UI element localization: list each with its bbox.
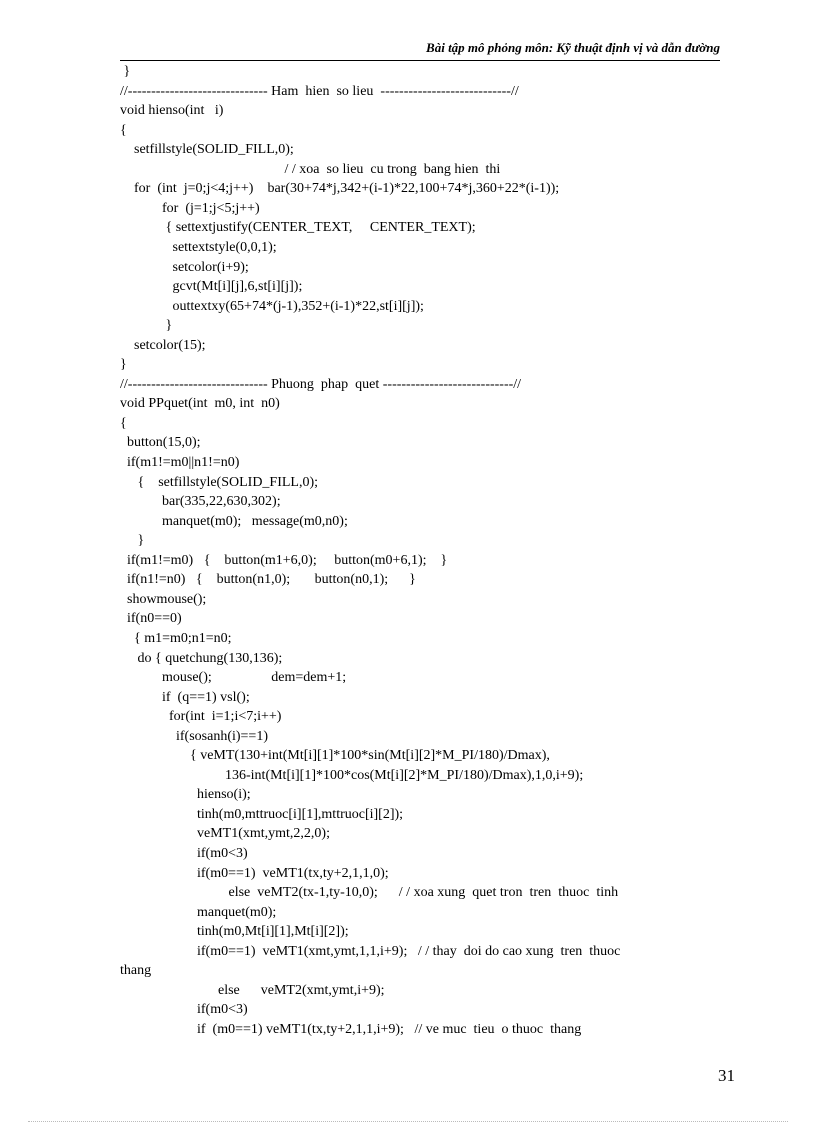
code-line: mouse(); dem=dem+1;: [120, 670, 347, 686]
code-line: if(m0==1) veMT1(tx,ty+2,1,1,0);: [120, 865, 389, 881]
code-line: //------------------------------ Ham hien so lieu ----------------------------//: [120, 83, 519, 99]
code-line: outtextxy(65+74*(j-1),352+(i-1)*22,st[i][j]);: [120, 298, 424, 314]
code-line: else veMT2(xmt,ymt,i+9);: [120, 982, 385, 998]
code-line: if(m0<3): [120, 846, 248, 861]
code-line: }: [120, 318, 173, 334]
code-line: if(m0<3): [120, 1002, 248, 1018]
code-line: }: [120, 533, 145, 549]
code-line: setcolor(15);: [120, 337, 206, 353]
code-line: manquet(m0); message(m0,n0);: [120, 513, 348, 529]
code-line: tinh(m0,Mt[i][1],Mt[i][2]);: [120, 924, 349, 940]
header-rule: [120, 60, 720, 61]
code-line: }: [120, 357, 127, 373]
code-line: if(m0==1) veMT1(xmt,ymt,1,1,i+9); / / thay doi do cao xung tren thuoc: [120, 943, 621, 959]
header-title: Bài tập mô phỏng môn: Kỹ thuật định vị và dẫn đường: [426, 40, 720, 55]
code-line: if(n0==0): [120, 611, 182, 627]
code-line: {: [120, 122, 127, 138]
code-line: thang: [120, 963, 152, 979]
code-line: if(n1!=n0) { button(n1,0); button(n0,1); }: [120, 572, 416, 588]
code-line: veMT1(xmt,ymt,2,2,0);: [120, 826, 330, 842]
code-line: if (q==1) vsl();: [120, 689, 250, 705]
code-line: gcvt(Mt[i][j],6,st[i][j]);: [120, 279, 303, 295]
code-line: void PPquet(int m0, int n0): [120, 396, 280, 412]
code-line: else veMT2(tx-1,ty-10,0); / / xoa xung quet tron tren thuoc tinh: [120, 885, 619, 901]
code-line: if(sosanh(i)==1): [120, 728, 268, 744]
code-line: setfillstyle(SOLID_FILL,0);: [120, 142, 294, 158]
code-line: manquet(m0);: [120, 904, 277, 920]
code-line: for (int j=0;j<4;j++) bar(30+74*j,342+(i-1)*22,100+74*j,360+22*(i-1));: [120, 181, 560, 197]
code-line: if(m1!=m0) { button(m1+6,0); button(m0+6,1); }: [120, 552, 448, 568]
code-line: { settextjustify(CENTER_TEXT, CENTER_TEXT);: [120, 220, 476, 236]
code-line: if (m0==1) veMT1(tx,ty+2,1,1,i+9); // ve muc tieu o thuoc thang: [120, 1021, 582, 1037]
code-line: }: [120, 64, 131, 79]
page-header: [120, 40, 720, 62]
code-line: settextstyle(0,0,1);: [120, 239, 277, 255]
code-line: showmouse();: [120, 591, 207, 607]
code-line: tinh(m0,mttruoc[i][1],mttruoc[i][2]);: [120, 806, 404, 822]
code-line: hienso(i);: [120, 787, 251, 803]
code-line: { veMT(130+int(Mt[i][1]*100*sin(Mt[i][2]*M_PI/180)/Dmax),: [120, 748, 550, 764]
code-line: for (j=1;j<5;j++): [120, 200, 260, 216]
code-line: setcolor(i+9);: [120, 259, 249, 275]
code-line: do { quetchung(130,136);: [120, 650, 283, 666]
code-line: button(15,0);: [120, 435, 201, 451]
code-line: {: [120, 415, 127, 431]
code-line: bar(335,22,630,302);: [120, 494, 281, 510]
code-line: if(m1!=m0||n1!=n0): [120, 455, 240, 470]
code-line: void hienso(int i): [120, 103, 224, 119]
code-line: for(int i=1;i<7;i++): [120, 709, 282, 725]
code-line: 136-int(Mt[i][1]*100*cos(Mt[i][2]*M_PI/180)/Dmax),1,0,i+9);: [120, 767, 584, 783]
code-line: { setfillstyle(SOLID_FILL,0);: [120, 474, 319, 490]
code-line: { m1=m0;n1=n0;: [120, 630, 232, 646]
code-line: //------------------------------ Phuong phap quet ----------------------------//: [120, 376, 522, 392]
page-number: 31: [718, 1066, 735, 1085]
code-line: / / xoa so lieu cu trong bang hien thi: [120, 161, 501, 177]
bottom-rule: [28, 1121, 788, 1122]
